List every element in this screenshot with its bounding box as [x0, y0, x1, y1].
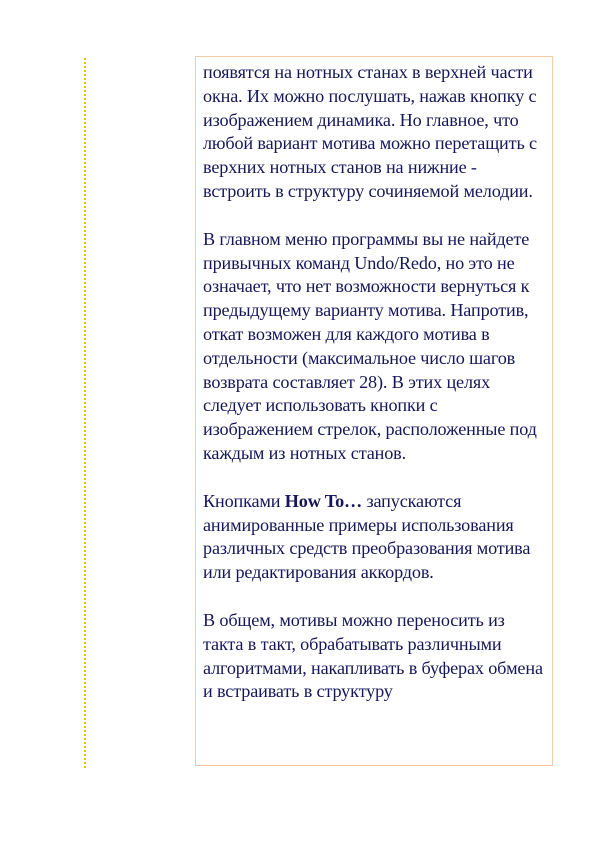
dotted-margin-rule	[84, 58, 86, 768]
paragraph-3-lead: Кнопками	[203, 490, 285, 511]
paragraph-1: появятся на нотных станах в верхней части окна. Их можно послушать, нажав кнопку с изображением динамика. Но главное, что любой вариант мотива можно перетащить с верхних нотных станов на нижние - встроить в структуру сочиняемой мелодии.	[203, 62, 537, 201]
paragraph-2: В главном меню программы вы не найдете привычных команд Undo/Redo, но это не означает, что нет возможности вернуться к предыдущему варианту мотива. Напротив, откат возможен для каждого мотива в отдельности (максимальное число шагов возврата составляет 28). В этих целях следует использовать кнопки с изображением стрелок, расположенные под каждым из нотных станов.	[203, 228, 537, 463]
how-to-term: How To…	[284, 490, 363, 511]
paragraph-3-rest: запускаются анимированные примеры использования различных средств преобразования мотива или редактирования аккордов.	[203, 490, 531, 583]
text-frame	[195, 56, 553, 766]
paragraph-4: В общем, мотивы можно переносить из такта в такт, обрабатывать различными алгоритмами, накапливать в буферах обмена и встраивать в структуру	[203, 609, 543, 702]
paragraph-3	[203, 490, 548, 585]
